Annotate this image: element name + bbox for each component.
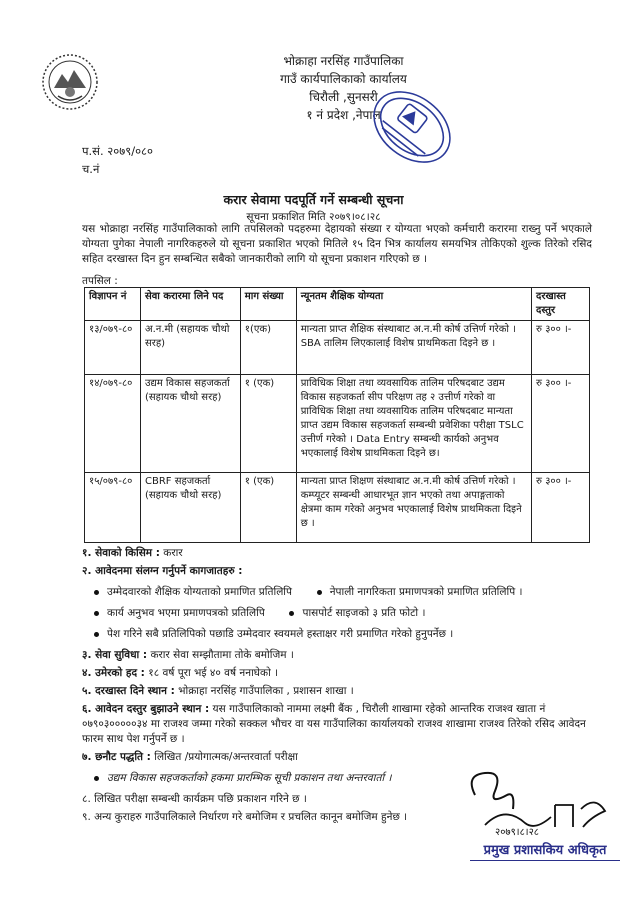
cell-ad-no: १४/०७९-८० (85, 375, 141, 473)
cell-fee: रु ३०० ।- (532, 473, 590, 543)
cell-count: १ (एक) (240, 375, 296, 473)
document-row (94, 606, 602, 621)
cell-qualification: मान्यता प्राप्त शैक्षिक संस्थाबाट अ.न.मी कोर्ष उत्तिर्ण गरेको । SBA तालिम लिएकालाई विशेष प्राथमिकता दिइने छ । (296, 321, 531, 375)
fee-payment-value: यस गाउँपालिकाको नाममा लक्ष्मी बैंक , चिरौली शाखामा रहेको आन्तरिक राजश्व खाता नं ०७९०३०००००३४ मा राजश्व जम्मा गरेको सक्कल भौचर वा यस गाउँपालिका कार्यालयको राजश्व शाखामा राजश्व तिरेको रसिद आवेदन फारम साथ पेश गर्नुपर्ने छ । (82, 703, 586, 745)
table-row (85, 321, 590, 375)
list-item (82, 750, 602, 765)
list-item (82, 648, 602, 663)
col-fee: दरखास्त दस्तुर (532, 288, 590, 321)
published-date: सूचना प्रकाशित मिति २०७९।०८।२८ (246, 211, 381, 223)
signature-date: २०७९।८।२८ (495, 827, 539, 837)
document-row (94, 627, 602, 642)
reference-block (82, 142, 153, 178)
selection-method-value: लिखित /प्रयोगात्मक/अन्तरवार्ता परीक्षा (154, 751, 298, 763)
col-post: सेवा करारमा लिने पद (140, 288, 240, 321)
application-place-label: ५. दरखास्त दिने स्थान : (82, 685, 175, 697)
handwritten-signature (455, 765, 615, 837)
cell-fee: रु ३०० ।- (532, 375, 590, 473)
bullet-icon (289, 611, 294, 616)
benefits-label: ३. सेवा सुविधा : (82, 649, 148, 661)
vacancy-table (84, 287, 590, 543)
fee-payment-label: ६. आवेदन दस्तुर बुझाउने स्थान : (82, 703, 210, 715)
bullet-icon (94, 611, 99, 616)
notice-title: करार सेवामा पदपूर्ति गर्ने सम्बन्धी सूचना (223, 192, 404, 207)
cell-ad-no: १५/०७९-८० (85, 473, 141, 543)
document-row (94, 585, 602, 600)
document-item: उम्मेदवारको शैक्षिक योग्यताको प्रमाणित प्रतिलिपि (107, 586, 292, 598)
bullet-icon (94, 590, 99, 595)
list-item (82, 684, 602, 699)
notice-intro: यस भोक्राहा नरसिंह गाउँपालिकाको लागि तपसिलको पदहरुमा देहायको संख्या र योग्यता भएको कर्मचारी करारमा राख्नु पर्ने भएकाले योग्यता पुगेका नेपाली नागरिकहरुले यो सूचना प्रकाशित भएको मितिले १५ दिन भित्र कार्यालय समयभित्र तोकिएको शुल्क तिरेको रसिद सहित दरखास्त दिन हुन सम्बन्धित सबैको जानकारीको लागि यो सूचना प्रकाशन गरिएको छ । (82, 223, 592, 265)
document-item: पासपोर्ट साइजको ३ प्रति फोटो । (302, 607, 426, 619)
letter-number: प.सं. २०७९/०८० (82, 144, 154, 158)
list-item: ८. लिखित परीक्षा सम्बन्धी कार्यक्रम पछि प्रकाशन गरिने छ । (82, 793, 307, 805)
document-item: पेश गरिने सबै प्रतिलिपिको पछाडि उम्मेदवार स्वयमले हस्ताक्षर गरी प्रमाणित गरेको हुनुपर्नेछ । (107, 628, 454, 640)
list-item (82, 702, 602, 747)
office-header (0, 52, 627, 124)
table-row (85, 473, 590, 543)
signer-title: प्रमुख प्रशासकिय अधिकृत (470, 842, 620, 861)
col-ad-no: विज्ञापन नं (85, 288, 141, 321)
header-province: १ नं प्रदेश ,नेपाल (306, 108, 381, 122)
document-item: नेपाली नागरिकता प्रमाणपत्रको प्रमाणित प्रतिलिपि । (329, 586, 523, 598)
selection-method-label: ७. छनौट पद्धति : (82, 751, 151, 763)
header-location: चिरौली ,सुनसरी (309, 90, 378, 104)
age-limit-value: १८ वर्ष पूरा भई ४० वर्ष ननाघेको । (148, 667, 279, 679)
documents-label: २. आवेदनमा संलग्न गर्नुपर्ने कागजातहरु : (82, 565, 243, 577)
office-stamp (365, 80, 460, 175)
cell-count: १(एक) (240, 321, 296, 375)
selection-note: उद्यम विकास सहजकर्ताको हकमा प्रारम्भिक सूची प्रकाशन तथा अन्तरवार्ता । (107, 772, 392, 784)
details-label: तपसिल : (82, 275, 118, 287)
cell-ad-no: १३/०७९-८० (85, 321, 141, 375)
benefits-value: करार सेवा सम्झौतामा तोके बमोजिम । (150, 649, 294, 661)
table-header-row (85, 288, 590, 321)
list-item (82, 564, 602, 579)
list-item (82, 546, 602, 561)
cell-qualification: प्राविधिक शिक्षा तथा व्यवसायिक तालिम परिषदबाट उद्यम विकास सहजकर्ता सीप परिक्षण तह २ उत्तीर्ण गरेको वा प्राविधिक शिक्षा तथा व्यवसायिक तालिम परिषदबाट मान्यता प्राप्त उद्यम विकास सहजकर्ता सम्बन्धी प्रवेशिका परीक्षा TSLC उत्तीर्ण गरेको । Data Entry सम्बन्धी कार्यको अनुभव भएकालाई विशेष प्राथमिकता दिइने छ। (296, 375, 531, 473)
service-type-value: करार (163, 547, 183, 559)
bullet-icon (94, 632, 99, 637)
table-row (85, 375, 590, 473)
bullet-icon (94, 776, 99, 781)
col-count: माग संख्या (240, 288, 296, 321)
application-place-value: भोक्राहा नरसिंह गाउँपालिका , प्रशासन शाखा । (178, 685, 354, 697)
header-office: गाउँ कार्यपालिकाको कार्यालय (280, 72, 407, 86)
list-item: ९. अन्य कुराहरु गाउँपालिकाले निर्धारण गरे बमोजिम र प्रचलित कानून बमोजिम हुनेछ । (82, 811, 408, 823)
header-municipality: भोक्राहा नरसिंह गाउँपालिका (283, 54, 404, 68)
service-type-label: १. सेवाको किसिम : (82, 547, 160, 559)
col-qualification: न्यूनतम शैक्षिक योग्यता (296, 288, 531, 321)
cell-count: १ (एक) (240, 473, 296, 543)
age-limit-label: ४. उमेरको हद : (82, 667, 145, 679)
cell-post: CBRF सहजकर्ता (सहायक चौथो सरह) (140, 473, 240, 543)
cell-qualification: मान्यता प्राप्त शिक्षण संस्थाबाट अ.न.मी कोर्ष उत्तिर्ण गरेको । कम्प्यूटर सम्बन्धी आधारभूत ज्ञान भएको तथा अपाङ्गताको क्षेत्रमा काम गरेको अनुभव भएकालाई विशेष प्राथमिकता दिइने छ । (296, 473, 531, 543)
dispatch-number: च.नं (82, 162, 100, 176)
document-item: कार्य अनुभव भएमा प्रमाणपत्रको प्रतिलिपि (107, 607, 265, 619)
cell-fee: रु ३०० ।- (532, 321, 590, 375)
cell-post: अ.न.मी (सहायक चौथो सरह) (140, 321, 240, 375)
cell-post: उद्यम विकास सहजकर्ता (सहायक चौथो सरह) (140, 375, 240, 473)
list-item (82, 666, 602, 681)
bullet-icon (317, 590, 322, 595)
